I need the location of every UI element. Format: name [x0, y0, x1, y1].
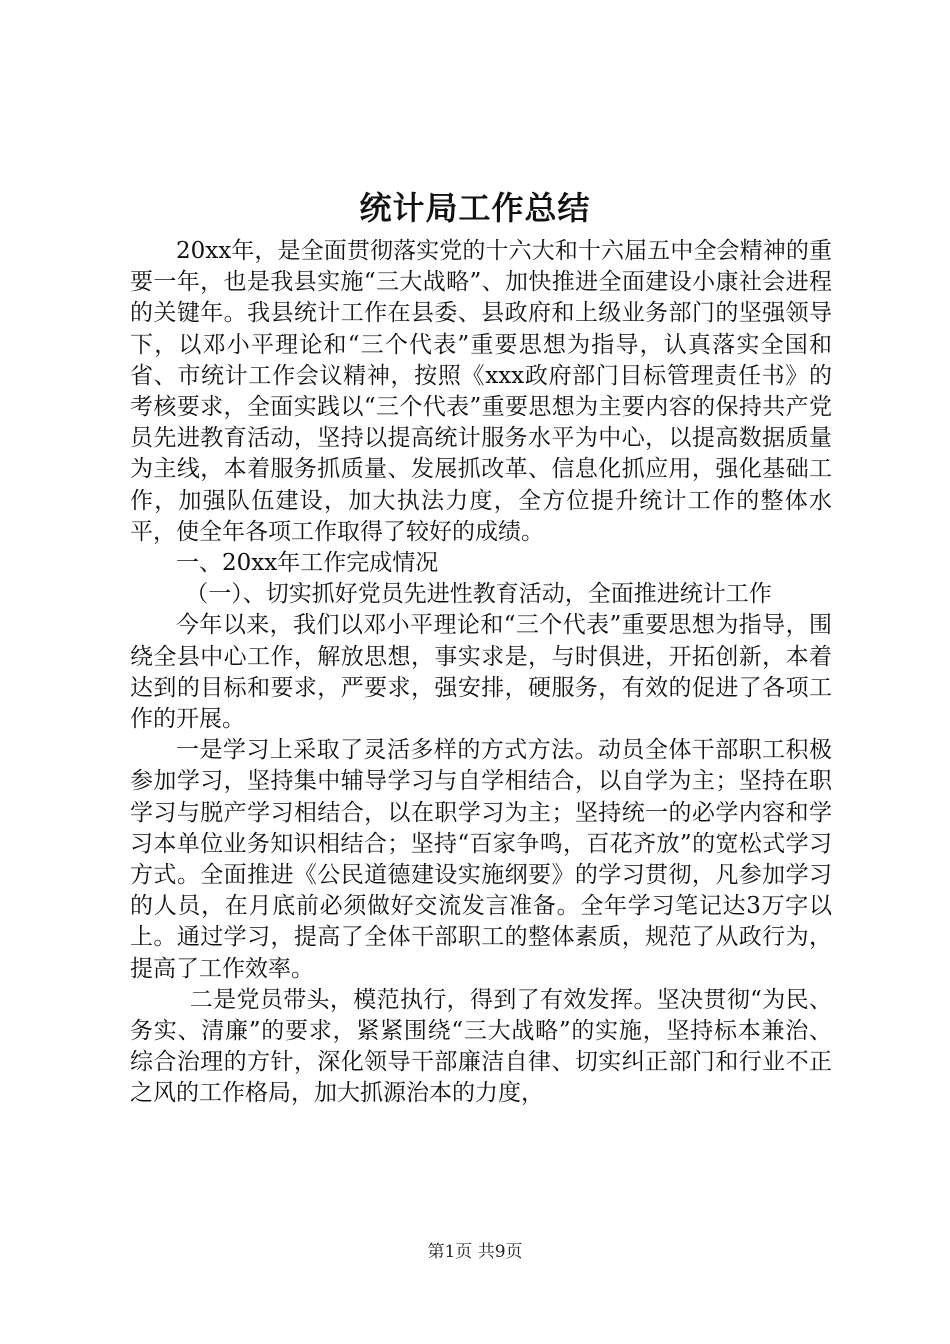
document-title: 统计局工作总结: [359, 189, 591, 227]
intro-paragraph: 20xx年，是全面贯彻落实党的十六大和十六届五中全会精神的重要一年，也是我县实施“三大战略”、加快推进全面建设小康社会进程的关键年。我县统计工作在县委、县政府和上级业务部门的坚强领导下，以邓小平理论和“三个代表”重要思想为指导，认真落实全国和省、市统计工作会议精神，按照《xxx政府部门目标管理责任书》的考核要求，全面实践以“三个代表”重要思想为主要内容的保持共产党员先进教育活动，坚持以提高统计服务水平为中心，以提高数据质量为主线，本着服务抓质量、发展抓改革、信息化抓应用，强化基础工作，加强队伍建设，加大执法力度，全方位提升统计工作的整体水平，使全年各项工作取得了较好的成绩。: [130, 238, 832, 545]
page-footer: 第1页 共9页: [427, 1242, 523, 1262]
body-paragraph: 二是党员带头，模范执行，得到了有效发挥。坚决贯彻“为民、务实、清廉”的要求，紧紧围绕“三大战略”的实施，坚持标本兼治、综合治理的方针，深化领导干部廉洁自律、切实纠正部门和行业不正之风的工作格局，加大抓源治本的力度，: [130, 986, 832, 1107]
section-heading: 一、20xx年工作完成情况: [176, 550, 439, 577]
subsection-heading: （一）、切实抓好党员先进性教育活动，全面推进统计工作: [185, 581, 772, 608]
body-paragraph: 一是学习上采取了灵活多样的方式方法。动员全体干部职工积极参加学习，坚持集中辅导学习与自学相结合，以自学为主；坚持在职学习与脱产学习相结合，以在职学习为主；坚持统一的必学内容和学习本单位业务知识相结合；坚持“百家争鸣，百花齐放”的宽松式学习方式。全面推进《公民道德建设实施纲要》的学习贯彻，凡参加学习的人员，在月底前必须做好交流发言准备。全年学习笔记达3万字以上。通过学习，提高了全体干部职工的整体素质，规范了从政行为，提高了工作效率。: [130, 737, 832, 982]
body-paragraph: 今年以来，我们以邓小平理论和“三个代表”重要思想为指导，围绕全县中心工作，解放思想，事实求是，与时俱进，开拓创新，本着达到的目标和要求，严要求，强安排，硬服务，有效的促进了各项工作的开展。: [130, 612, 832, 733]
document-body: [130, 236, 832, 1110]
